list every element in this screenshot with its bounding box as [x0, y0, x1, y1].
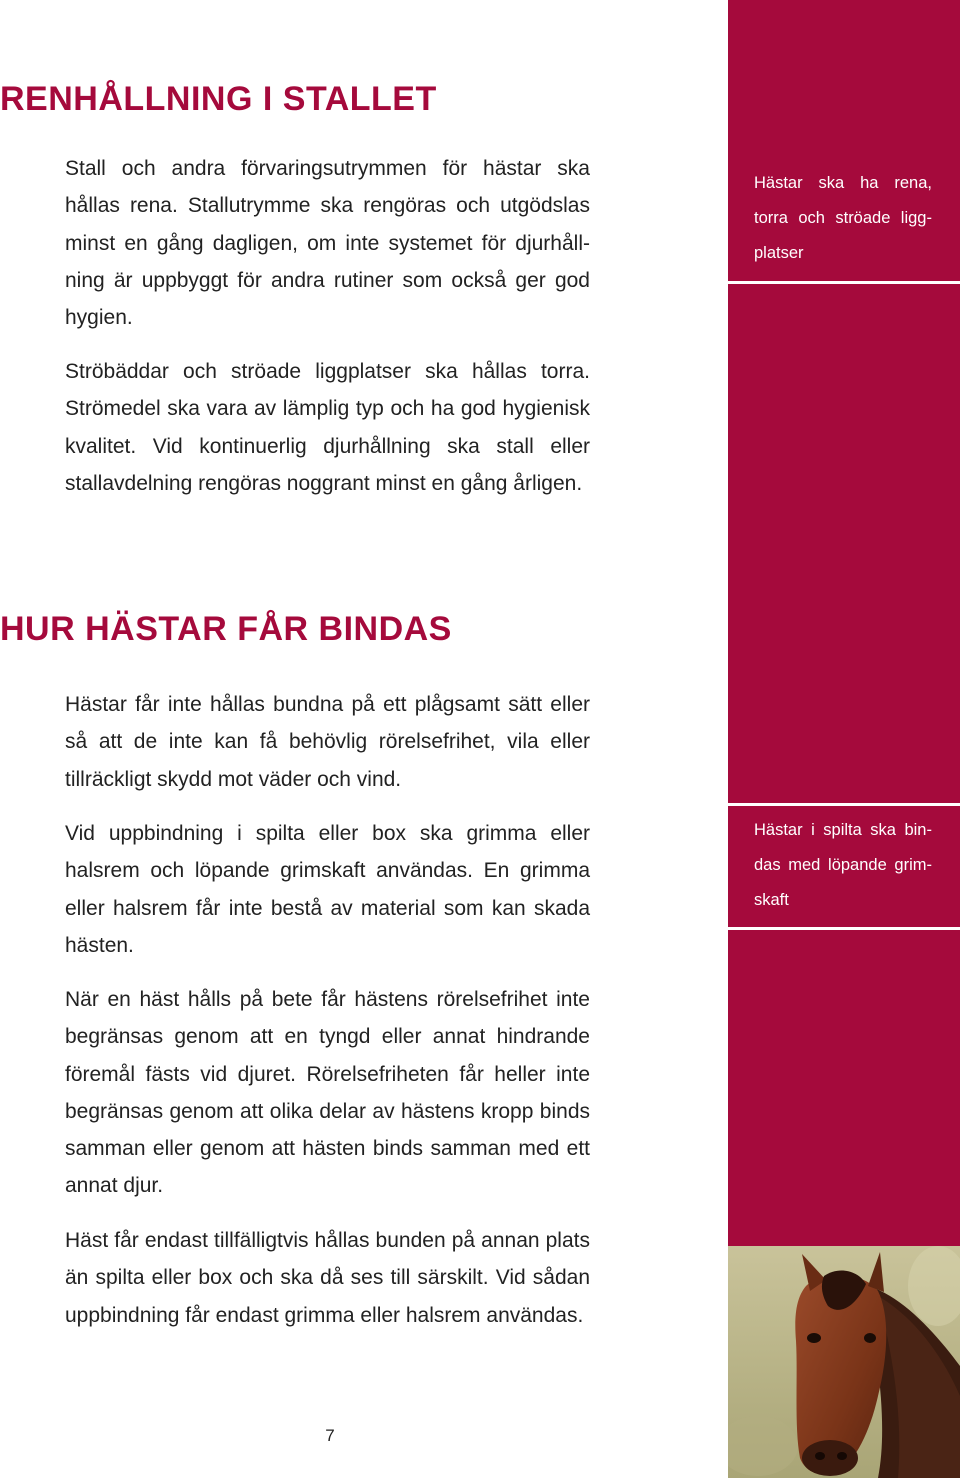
- paragraph-tying-1: Hästar får inte hållas bundna på ett plågsamt sätt eller så att de inte kan få behövlig rörelsefrihet, vila eller tillräckligt skydd mot väder och vind.: [65, 693, 590, 791]
- sidebar-callout-2: Hästar i spilta ska bindas med löpande grimskaft: [754, 821, 932, 909]
- horse-head-photo: [728, 1246, 960, 1478]
- section-heading-tying: HUR HÄSTAR FÅR BINDAS: [0, 610, 452, 648]
- paragraph-tying-3: När en häst hålls på bete får hästens rörelsefrihet inte begränsas genom att en tyngd eller annat hindrande föremål fästs vid djuret. Rörelsefriheten får heller inte begränsas genom att olika delar av hästens kropp binds samman eller genom att hästen binds samman med ett annat djur.: [65, 988, 590, 1198]
- callout-divider-2-bottom: [728, 927, 960, 930]
- page-number: 7: [325, 1426, 335, 1445]
- callout-divider-1: [728, 281, 960, 284]
- section-heading-cleaning: RENHÅLLNING I STALLET: [0, 80, 437, 118]
- paragraph-cleaning-2: Ströbäddar och ströade liggplatser ska hållas torra. Strömedel ska vara av lämplig typ och ha god hygienisk kvalitet. Vid kontinuerlig djurhållning ska stall eller stallavdelning rengöras noggrant minst en gång årligen.: [65, 360, 590, 495]
- callout-divider-2-top: [728, 803, 960, 806]
- paragraph-cleaning-1: Stall och andra förvaringsutrymmen för hästar ska hållas rena. Stallutrymme ska rengöras och utgödslas minst en gång dagligen, om inte systemet för djurhållning är uppbyggt för andra rutiner som också ger god hygien.: [65, 157, 590, 330]
- paragraph-tying-2: Vid uppbindning i spilta eller box ska grimma eller halsrem och löpande grimskaft användas. En grimma eller halsrem får inte bestå av material som kan skada hästen.: [65, 822, 590, 957]
- sidebar-callout-1: Hästar ska ha rena, torra och ströade liggplatser: [754, 174, 932, 262]
- paragraph-tying-4: Häst får endast tillfälligtvis hållas bunden på annan plats än spilta eller box och ska då ses till särskilt. Vid sådan uppbindning får endast grimma eller halsrem användas.: [65, 1229, 590, 1327]
